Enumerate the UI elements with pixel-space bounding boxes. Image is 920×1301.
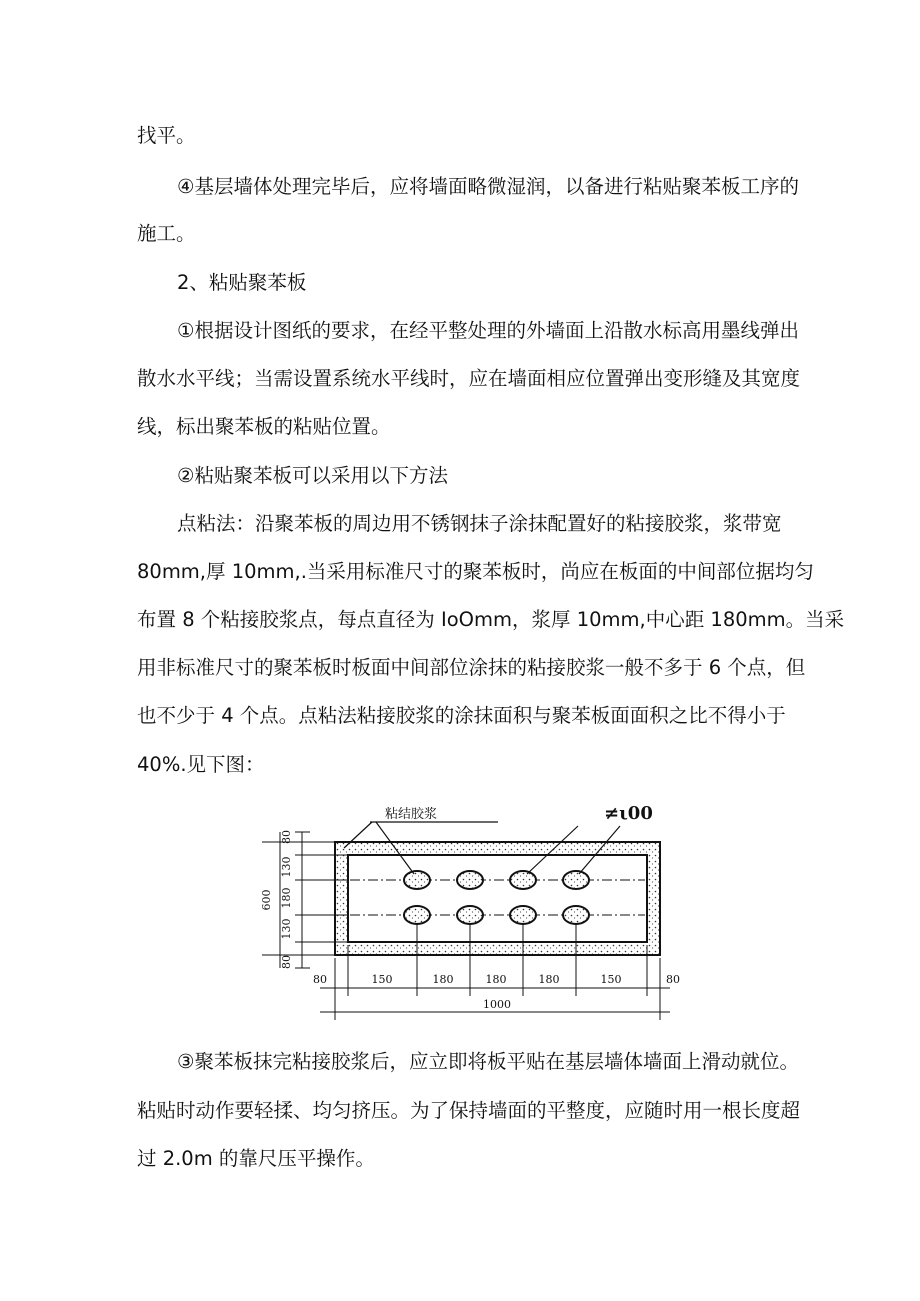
dim-bottom-1: 80: [313, 973, 327, 986]
dim-bottom-3: 180: [432, 973, 454, 986]
dim-bottom-6: 150: [600, 973, 622, 986]
text-line-3: 施工。: [137, 222, 196, 245]
label-adhesive: 粘结胶浆: [385, 807, 438, 822]
text-line-5: ①根据设计图纸的要求，在经平整处理的外墙面上沿散水标高用墨线弹出: [177, 319, 799, 342]
adhesive-layout-diagram: [240, 800, 680, 1030]
dim-left-3: 180: [280, 887, 293, 909]
dim-bottom-5: 180: [538, 973, 560, 986]
dim-bottom-total: 1000: [483, 998, 511, 1011]
text-line-2: ④基层墙体处理完毕后，应将墙面略微湿润，以备进行粘贴聚苯板工序的: [177, 175, 799, 198]
dim-left-4: 130: [280, 918, 293, 940]
bottom-dimension-labels: [313, 973, 680, 1011]
adhesive-dot: [563, 906, 589, 924]
text-line-15: ③聚苯板抹完粘接胶浆后，应立即将板平贴在基层墙体墙面上滑动就位。: [177, 1050, 799, 1073]
text-line-12: 用非标准尺寸的聚苯板时板面中间部位涂抹的粘接胶浆一般不多于 6 个点，但: [137, 656, 806, 679]
dim-bottom-2: 150: [371, 973, 393, 986]
dim-bottom-4: 180: [485, 973, 507, 986]
text-line-8: ②粘贴聚苯板可以采用以下方法: [177, 464, 448, 487]
adhesive-dot: [563, 871, 589, 889]
text-line-14: 40%.见下图：: [137, 753, 265, 776]
adhesive-dot: [457, 906, 483, 924]
adhesive-dot: [457, 871, 483, 889]
adhesive-dot: [510, 871, 536, 889]
adhesive-dot: [404, 906, 430, 924]
text-line-17: 过 2.0m 的靠尺压平操作。: [137, 1147, 375, 1170]
section-heading: 2、粘贴聚苯板: [177, 271, 307, 294]
text-line-16: 粘贴时动作要轻揉、均匀挤压。为了保持墙面的平整度，应随时用一根长度超: [137, 1099, 801, 1122]
dim-bottom-7: 80: [666, 973, 680, 986]
text-line-6: 散水水平线；当需设置系统水平线时，应在墙面相应位置弹出变形缝及其宽度: [137, 367, 801, 390]
adhesive-dot: [510, 906, 536, 924]
text-line-7: 线，标出聚苯板的粘贴位置。: [137, 415, 391, 438]
text-line-13: 也不少于 4 个点。点粘法粘接胶浆的涂抹面积与聚苯板面面积之比不得小于: [137, 704, 786, 727]
dim-left-1: 80: [280, 830, 293, 844]
perimeter-adhesive-band: [335, 842, 660, 955]
dim-left-2: 130: [280, 856, 293, 878]
left-dimension-labels: [260, 830, 293, 969]
text-line-10: 80mm,厚 10mm,.当采用标准尺寸的聚苯板时，尚应在板面的中间部位据均匀: [137, 560, 814, 583]
label-diameter: ≠ι00: [604, 803, 653, 824]
dim-left-total: 600: [260, 889, 273, 911]
dim-left-5: 80: [280, 955, 293, 969]
text-line-11: 布置 8 个粘接胶浆点，每点直径为 IoOmm，浆厚 10mm,中心距 180mm。当采: [137, 608, 845, 631]
text-line-1: 找平。: [137, 124, 196, 147]
adhesive-dots: [404, 871, 589, 924]
adhesive-dot: [404, 871, 430, 889]
text-line-9: 点粘法：沿聚苯板的周边用不锈钢抹子涂抹配置好的粘接胶浆，浆带宽: [177, 512, 782, 535]
